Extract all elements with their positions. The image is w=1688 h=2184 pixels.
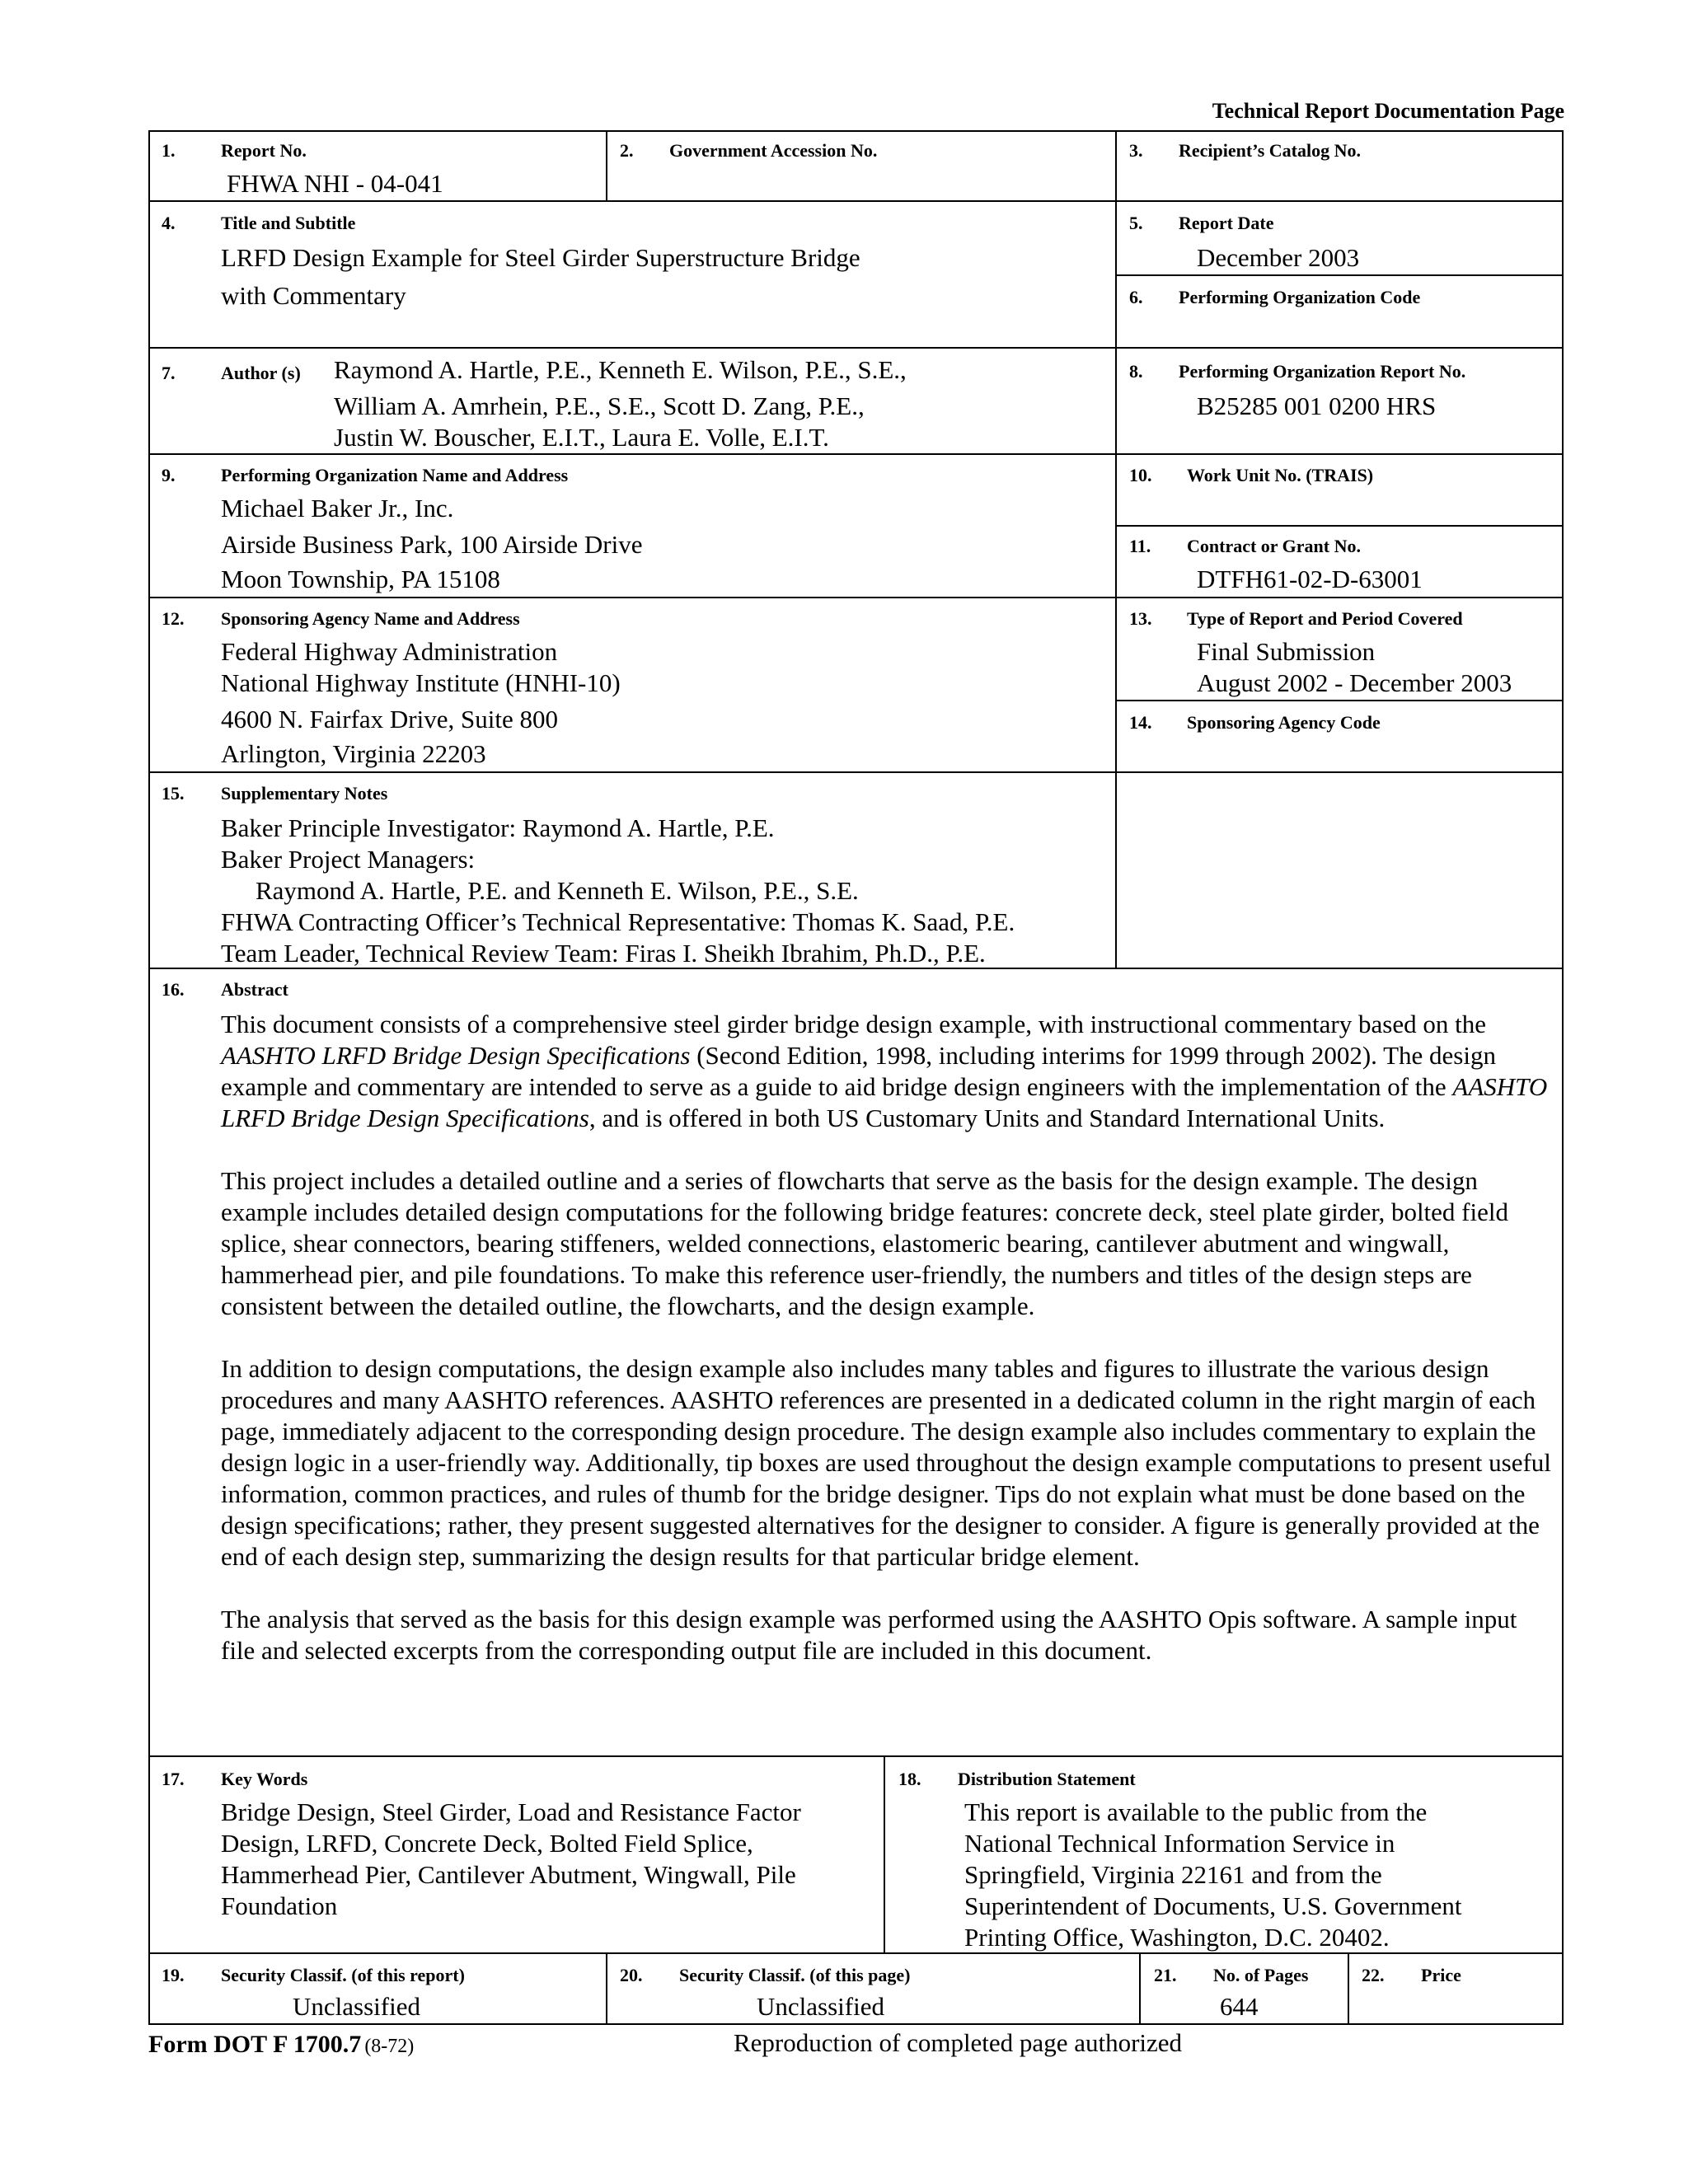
author-line: William A. Amrhein, P.E., S.E., Scott D. Zang, P.E., xyxy=(334,391,865,420)
abstract-body xyxy=(221,1009,1556,1666)
report-no-value: FHWA NHI - 04-041 xyxy=(227,169,443,198)
report-type-line: Final Submission xyxy=(1197,637,1376,666)
distribution-line: National Technical Information Service in xyxy=(964,1829,1395,1858)
key-words-line: Foundation xyxy=(221,1891,338,1920)
address-line: Federal Highway Administration xyxy=(221,637,558,666)
key-words-line: Bridge Design, Steel Girder, Load and Resistance Factor xyxy=(221,1797,801,1826)
no-of-pages-value: 644 xyxy=(1220,1992,1259,2021)
abstract-paragraph: This document consists of a comprehensive steel girder bridge design example, with instructional commentary based on the AASHTO LRFD Bridge Design Specifications (Second Edition, 1998, including interims for 1999 through 2002). The design example and commentary are intended to serve as a guide to aid bridge design engineers with the implementation of the AASHTO LRFD Bridge Design Specifications, and is offered in both US Customary Units and Standard International Units. xyxy=(221,1010,1548,1132)
report-no-value: B25285 001 0200 HRS xyxy=(1197,391,1437,420)
address-line: Michael Baker Jr., Inc. xyxy=(221,494,454,523)
distribution-line: This report is available to the public from the xyxy=(964,1797,1428,1826)
report-type-line: August 2002 - December 2003 xyxy=(1197,668,1512,697)
abstract-paragraph: The analysis that served as the basis for this design example was performed using the AASHTO Opis software. A sample input file and selected excerpts from the corresponding output file are included in this document. xyxy=(221,1605,1517,1665)
contract-no-value: DTFH61-02-D-63001 xyxy=(1197,565,1423,593)
address-line: Arlington, Virginia 22203 xyxy=(221,739,486,768)
address-line: Airside Business Park, 100 Airside Drive xyxy=(221,530,643,559)
note-line: Baker Project Managers: xyxy=(221,845,476,874)
note-line: FHWA Contracting Officer’s Technical Representative: Thomas K. Saad, P.E. xyxy=(221,907,1015,936)
note-line: Team Leader, Technical Review Team: Firas I. Sheikh Ibrahim, Ph.D., P.E. xyxy=(221,939,986,968)
address-line: Moon Township, PA 15108 xyxy=(221,565,500,593)
distribution-line: Superintendent of Documents, U.S. Government xyxy=(964,1891,1462,1920)
page-header: Technical Report Documentation Page xyxy=(1212,99,1564,123)
note-line: Baker Principle Investigator: Raymond A. Hartle, P.E. xyxy=(221,813,775,842)
address-line: National Highway Institute (HNHI-10) xyxy=(221,668,621,697)
form-number: Form DOT F 1700.7 (8-72) xyxy=(148,2031,415,2058)
report-date-value: December 2003 xyxy=(1197,243,1360,272)
author-line: Raymond A. Hartle, P.E., Kenneth E. Wilson, P.E., S.E., xyxy=(334,355,907,384)
security-report-value: Unclassified xyxy=(293,1992,420,2021)
distribution-line: Springfield, Virginia 22161 and from the xyxy=(964,1860,1382,1889)
note-line: Raymond A. Hartle, P.E. and Kenneth E. Wilson, P.E., S.E. xyxy=(256,876,859,905)
distribution-line: Printing Office, Washington, D.C. 20402. xyxy=(964,1923,1390,1952)
key-words-line: Hammerhead Pier, Cantilever Abutment, Wingwall, Pile xyxy=(221,1860,796,1889)
reproduction-note: Reproduction of completed page authorized xyxy=(734,2028,1183,2057)
author-line: Justin W. Bouscher, E.I.T., Laura E. Volle, E.I.T. xyxy=(334,423,829,452)
key-words-line: Design, LRFD, Concrete Deck, Bolted Field Splice, xyxy=(221,1829,753,1858)
title-line: with Commentary xyxy=(221,281,406,310)
address-line: 4600 N. Fairfax Drive, Suite 800 xyxy=(221,705,558,733)
title-line: LRFD Design Example for Steel Girder Superstructure Bridge xyxy=(221,243,860,272)
security-page-value: Unclassified xyxy=(757,1992,884,2021)
abstract-paragraph: In addition to design computations, the design example also includes many tables and figures to illustrate the various design procedures and many AASHTO references. AASHTO references are presented in a dedicated column in the right margin of each page, immediately adjacent to the corresponding design procedure. The design example also includes commentary to explain the design logic in a user-friendly way. Additionally, tip boxes are used throughout the design example computations to present useful information, common practices, and rules of thumb for the bridge designer. Tips do not explain what must be done based on the design specifications; rather, they present suggested alternatives for the designer to consider. A figure is generally provided at the end of each design step, summarizing the design results for that particular bridge element. xyxy=(221,1354,1551,1571)
abstract-paragraph: This project includes a detailed outline and a series of flowcharts that serve as the basis for the design example. The design example includes detailed design computations for the following bridge features: concrete deck, steel plate girder, bolted field splice, shear connectors, bearing stiffeners, welded connections, elastomeric bearing, cantilever abutment and wingwall, hammerhead pier, and pile foundations. To make this reference user-friendly, the numbers and titles of the design steps are consistent between the detailed outline, the flowcharts, and the design example. xyxy=(221,1166,1508,1320)
